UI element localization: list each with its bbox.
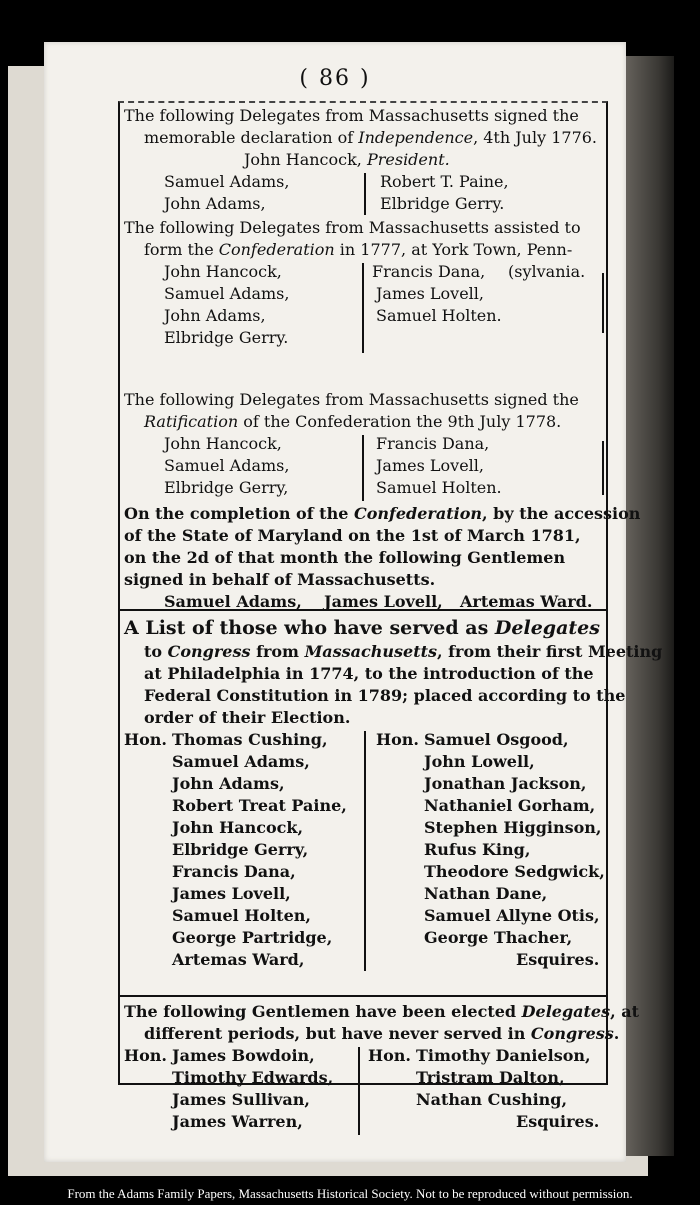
section-elected-not-served — [124, 1001, 640, 1141]
delegate-name: Nathaniel Gorham, — [424, 796, 596, 815]
hon-label: Hon. — [368, 1046, 411, 1065]
esquires-label: Esquires. — [516, 950, 600, 969]
delegate-name: Stephen Higginson, — [424, 818, 602, 837]
delegates-left-column — [172, 729, 347, 971]
s2-row: Samuel Adams, James Lovell, — [164, 284, 484, 303]
s4-names: Samuel Adams, James Lovell, Artemas Ward. — [164, 592, 593, 611]
delegate-name: John Adams, — [172, 774, 285, 793]
s2-row: Elbridge Gerry. — [164, 328, 289, 347]
s4-line-1: On the completion of the Confederation, by the accession — [124, 504, 641, 523]
elected-left-column — [172, 1045, 333, 1133]
column-divider — [358, 1047, 360, 1135]
delegate-name: Rufus King, — [424, 840, 531, 859]
s4-line-3: on the 2d of that month the following Gentlemen — [124, 548, 566, 567]
s4-line-2: of the State of Maryland on the 1st of March 1781, — [124, 526, 581, 545]
delegate-name: George Thacher, — [424, 928, 573, 947]
delegate-name: Timothy Danielson, — [416, 1046, 591, 1065]
list-heading-5: order of their Election. — [144, 708, 351, 727]
document-page — [44, 42, 663, 1162]
delegate-name: Samuel Allyne Otis, — [424, 906, 600, 925]
s4-line-4: signed in behalf of Massachusetts. — [124, 570, 436, 589]
bracket-mark — [602, 441, 604, 495]
section-rule — [120, 609, 606, 611]
hon-label: Hon. — [124, 1046, 167, 1065]
s2-line-1: The following Delegates from Massachusetts assisted to — [124, 218, 581, 237]
copyright-notice: From the Adams Family Papers, Massachusetts Historical Society. Not to be reproduced without permission. — [67, 1186, 633, 1201]
signer-name: John Adams, — [164, 194, 266, 213]
s3-row: John Hancock, Francis Dana, — [164, 434, 490, 453]
delegate-name: James Bowdoin, — [172, 1046, 315, 1065]
s6-line-1: The following Gentlemen have been elected Delegates, at — [124, 1002, 640, 1021]
s1-line-2: memorable declaration of Independence, 4th July 1776. — [144, 128, 598, 147]
column-divider — [364, 731, 366, 971]
s1-president: John Hancock, President. — [244, 150, 450, 169]
bracket-mark — [602, 273, 604, 333]
s3-row: Samuel Adams, James Lovell, — [164, 456, 484, 475]
delegate-name: Nathan Dane, — [424, 884, 548, 903]
section-independence — [124, 105, 604, 215]
section-rule — [120, 995, 606, 997]
s3-row: Elbridge Gerry, Samuel Holten. — [164, 478, 502, 497]
page-number: ( 86 ) — [299, 66, 371, 91]
delegate-name: Timothy Edwards, — [172, 1068, 334, 1087]
delegate-name: Elbridge Gerry, — [172, 840, 309, 859]
list-heading-3: at Philadelphia in 1774, to the introduction of the — [144, 664, 594, 683]
delegate-name: Thomas Cushing, — [172, 730, 328, 749]
delegate-name: Samuel Osgood, — [424, 730, 569, 749]
signer-name: Samuel Adams, — [164, 172, 290, 191]
list-heading-2: to Congress from Massachusetts, from their first Meeting — [144, 642, 663, 661]
delegate-name: Artemas Ward, — [172, 950, 305, 969]
column-divider — [362, 263, 364, 353]
signer-name: Robert T. Paine, — [380, 172, 509, 191]
delegate-name: George Partridge, — [172, 928, 333, 947]
delegate-name: Nathan Cushing, — [416, 1090, 568, 1109]
delegate-name: James Warren, — [172, 1112, 303, 1131]
delegate-name: James Sullivan, — [172, 1090, 310, 1109]
delegate-name: James Lovell, — [172, 884, 291, 903]
text-frame — [118, 101, 663, 1131]
delegate-name: Tristram Dalton, — [416, 1068, 565, 1087]
s2-row: John Hancock, Francis Dana, (sylvania. — [164, 262, 586, 281]
column-divider — [364, 173, 366, 215]
delegate-name: John Lowell, — [424, 752, 535, 771]
delegate-name: Theodore Sedgwick, — [424, 862, 605, 881]
esquires-label: Esquires. — [516, 1112, 600, 1131]
delegates-right-column — [424, 729, 605, 949]
s6-line-2: different periods, but have never served in Congress. — [144, 1024, 620, 1043]
s2-row: John Adams, Samuel Holten. — [164, 306, 502, 325]
s3-line-2: Ratification of the Confederation the 9th July 1778. — [144, 412, 562, 431]
delegate-name: Robert Treat Paine, — [172, 796, 347, 815]
list-heading-4: Federal Constitution in 1789; placed according to the — [144, 686, 626, 705]
delegate-name: Jonathan Jackson, — [424, 774, 587, 793]
delegate-name: John Hancock, — [172, 818, 304, 837]
section-confederation — [124, 217, 604, 349]
list-heading: A List of those who have served as Delegates — [124, 617, 600, 639]
s2-line-2: form the Confederation in 1777, at York Town, Penn- — [144, 240, 573, 259]
page-edge-shadow — [622, 56, 674, 1156]
section-maryland — [124, 503, 641, 613]
section-ratification — [124, 389, 604, 499]
delegate-name: Francis Dana, — [172, 862, 296, 881]
s3-line-1: The following Delegates from Massachusetts signed the — [124, 390, 579, 409]
section-delegates-list — [124, 615, 663, 979]
hon-label: Hon. — [376, 730, 419, 749]
delegate-name: Samuel Holten, — [172, 906, 311, 925]
column-divider — [362, 435, 364, 501]
delegate-name: Samuel Adams, — [172, 752, 310, 771]
delegates-columns — [124, 729, 604, 979]
signer-name: Elbridge Gerry. — [380, 194, 505, 213]
elected-columns — [124, 1045, 604, 1141]
s1-line-1: The following Delegates from Massachusetts signed the — [124, 106, 579, 125]
elected-right-column — [416, 1045, 591, 1111]
hon-label: Hon. — [124, 730, 167, 749]
